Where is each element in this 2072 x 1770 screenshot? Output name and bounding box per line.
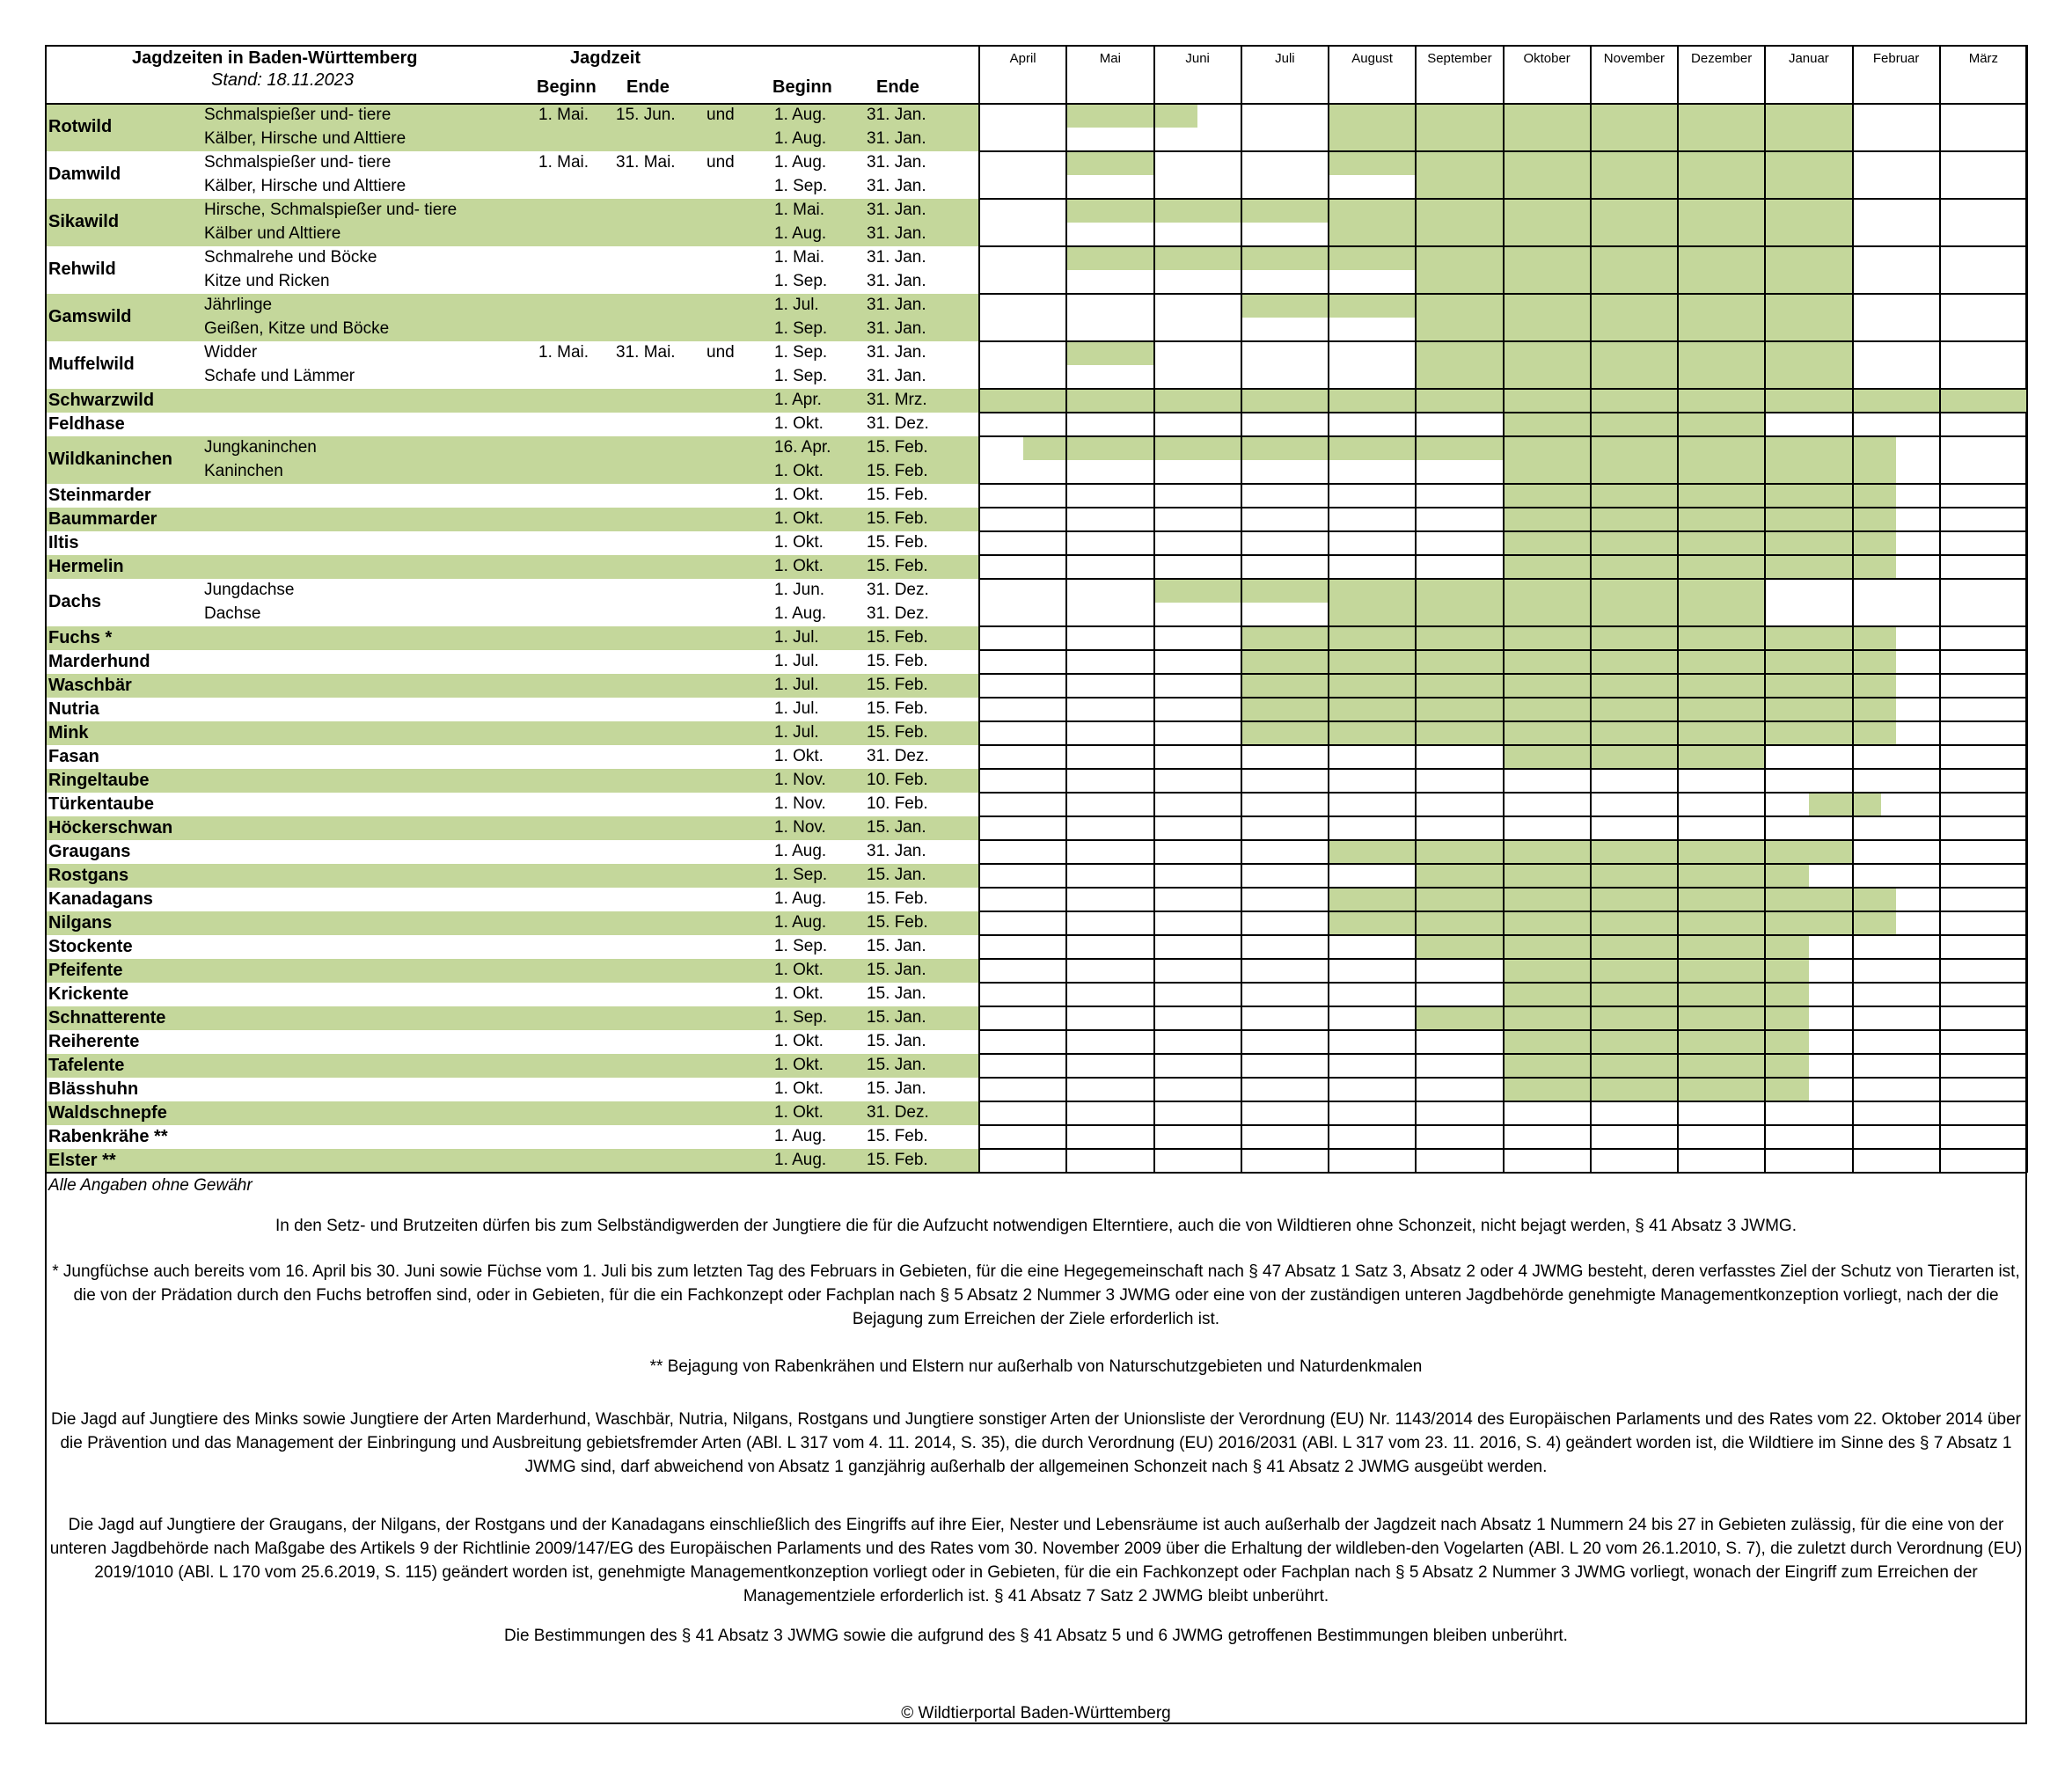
- month-divider: [1328, 45, 1329, 1173]
- ende2-date: 10. Feb.: [867, 771, 928, 789]
- species-name: Rostgans: [48, 865, 129, 885]
- month-divider: [2026, 45, 2028, 1173]
- beginn2-date: 1. Sep.: [774, 866, 828, 884]
- beginn2-date: 1. Aug.: [774, 604, 827, 623]
- species-name: Graugans: [48, 841, 131, 861]
- beginn2-date: 1. Aug.: [774, 842, 827, 860]
- beginn2-date: 1. Aug.: [774, 129, 827, 148]
- beginn1-date: 1. Mai.: [538, 153, 589, 172]
- beginn2-date: 1. Jun.: [774, 581, 825, 599]
- beginn2-date: 1. Aug.: [774, 106, 827, 124]
- note-bestimmungen: Die Bestimmungen des § 41 Absatz 3 JWMG sowie die aufgrund des § 41 Absatz 5 und 6 JWMG getroffenen Bestimmungen bleiben unberührt.: [504, 1627, 1568, 1645]
- species-name: Nutria: [48, 698, 99, 719]
- subgroup-label: Jungdachse: [204, 581, 295, 599]
- hunting-period-bar: [1416, 318, 1852, 341]
- month-label: November: [1603, 51, 1665, 66]
- ende2-date: 15. Feb.: [867, 509, 928, 528]
- subgroup-label: Schmalspießer und- tiere: [204, 106, 392, 124]
- row-highlight: [47, 626, 979, 650]
- row-highlight: [47, 769, 979, 793]
- subgroup-label: Schmalspießer und- tiere: [204, 153, 392, 172]
- beginn2-date: 1. Apr.: [774, 391, 822, 409]
- species-name: Schwarzwild: [48, 390, 155, 410]
- row-highlight: [47, 864, 979, 888]
- row-highlight: [47, 721, 979, 745]
- hunting-period-bar: [1066, 341, 1153, 365]
- species-name: Muffelwild: [48, 355, 135, 374]
- subgroup-label: Kaninchen: [204, 462, 283, 480]
- row-highlight: [47, 294, 979, 341]
- species-name: Rabenkrähe **: [48, 1126, 168, 1146]
- page-title: Jagdzeiten in Baden-Württemberg: [132, 48, 418, 68]
- ende2-date: 15. Jan.: [867, 961, 926, 979]
- hunting-period-bar: [1504, 1030, 1809, 1054]
- ende2-date: 31. Jan.: [867, 296, 926, 314]
- hunting-period-bar: [1416, 341, 1852, 365]
- und-connector: und: [707, 153, 735, 172]
- month-divider: [1677, 45, 1679, 1173]
- ende2-date: 31. Dez.: [867, 747, 929, 765]
- ende2-date: 31. Jan.: [867, 106, 926, 124]
- ende2-date: 31. Dez.: [867, 414, 929, 433]
- beginn2-date: 1. Okt.: [774, 1079, 824, 1098]
- hunting-period-bar: [1416, 270, 1852, 294]
- month-divider: [1503, 45, 1505, 1173]
- subgroup-label: Schafe und Lämmer: [204, 367, 355, 385]
- month-label: März: [1968, 51, 1999, 66]
- header-divider: [45, 103, 2027, 105]
- month-label: September: [1427, 51, 1492, 66]
- ende2-date: 15. Feb.: [867, 723, 928, 742]
- und-connector: und: [707, 106, 735, 124]
- hunting-period-bar: [1809, 793, 1881, 816]
- ende2-date: 15. Feb.: [867, 462, 928, 480]
- hunting-period-bar: [1504, 460, 1897, 484]
- row-highlight: [47, 199, 979, 246]
- beginn2-header: Beginn: [772, 77, 832, 97]
- hunting-period-bar: [1329, 911, 1896, 935]
- ende2-date: 15. Feb.: [867, 557, 928, 575]
- beginn2-date: 1. Nov.: [774, 771, 826, 789]
- species-name: Höckerschwan: [48, 817, 173, 837]
- species-name: Dachs: [48, 592, 102, 611]
- hunting-period-bar: [1329, 603, 1765, 626]
- hunting-period-bar: [1416, 365, 1852, 389]
- note-brutzeiten: In den Setz- und Brutzeiten dürfen bis zum Selbständigwerden der Jungtiere die für die Aufzucht notwendigen Elterntiere, auch die von Wildtieren ohne Schonzeit, nicht bejagt werden, § 41 Absatz 3 JWMG.: [275, 1217, 1797, 1235]
- hunting-period-bar: [1241, 721, 1896, 745]
- beginn2-date: 1. Mai.: [774, 248, 825, 267]
- ende2-date: 15. Feb.: [867, 533, 928, 552]
- species-name: Türkentaube: [48, 794, 155, 814]
- beginn2-date: 1. Okt.: [774, 747, 824, 765]
- hunting-period-bar: [1504, 555, 1897, 579]
- month-label: Juni: [1185, 51, 1210, 66]
- row-highlight: [47, 436, 979, 484]
- ende2-date: 31. Jan.: [867, 129, 926, 148]
- ende2-date: 15. Jan.: [867, 818, 926, 837]
- row-highlight: [47, 1054, 979, 1078]
- species-name: Gamswild: [48, 307, 132, 326]
- und-connector: und: [707, 343, 735, 362]
- beginn2-date: 1. Aug.: [774, 1127, 827, 1145]
- hunting-period-bar: [1066, 246, 1852, 270]
- species-name: Rehwild: [48, 260, 116, 279]
- beginn1-date: 1. Mai.: [538, 106, 589, 124]
- ende2-date: 31. Jan.: [867, 343, 926, 362]
- beginn2-date: 1. Okt.: [774, 1056, 824, 1074]
- ende2-date: 15. Feb.: [867, 889, 928, 908]
- ende2-date: 31. Jan.: [867, 319, 926, 338]
- ende1-date: 31. Mai.: [616, 343, 676, 362]
- species-name: Feldhase: [48, 413, 125, 434]
- beginn1-date: 1. Mai.: [538, 343, 589, 362]
- ende2-date: 31. Jan.: [867, 177, 926, 195]
- beginn2-date: 1. Okt.: [774, 1103, 824, 1122]
- month-divider: [1241, 45, 1242, 1173]
- month-label: April: [1009, 51, 1036, 66]
- species-name: Steinmarder: [48, 485, 151, 505]
- month-divider: [1852, 45, 1854, 1173]
- note-fuchs: * Jungfüchse auch bereits vom 16. April bis 30. Juni sowie Füchse vom 1. Juli bis zum letzten Tag des Februars in Gebieten, für die eine Hegegemeinschaft nach § 47 Absatz 1 Satz 3, Absatz 2 oder 4 JWMG besteht, deren verfasstes Ziel der Schutz von Tierarten ist, die von der Prädation durch den Fuchs betroffen sind, oder in Gebieten, für die ein Fachkonzept oder Fachplan nach § 5 Absatz 2 Nummer 3 JWMG oder eine von der zuständigen unteren Jagdbehörde genehmigte Managementkonzeption vorliegt, nach der die Bejagung zum Erreichen der Ziele erforderlich ist.: [52, 1262, 2020, 1328]
- ende2-date: 15. Feb.: [867, 699, 928, 718]
- hunting-period-bar: [1504, 745, 1766, 769]
- species-name: Waschbär: [48, 675, 132, 695]
- ende2-date: 15. Jan.: [867, 937, 926, 955]
- row-highlight: [47, 1006, 979, 1030]
- ende2-date: 15. Feb.: [867, 486, 928, 504]
- hunting-period-bar: [1241, 674, 1896, 698]
- hunting-period-bar: [1066, 104, 1197, 128]
- beginn2-date: 1. Sep.: [774, 177, 828, 195]
- subgroup-label: Dachse: [204, 604, 261, 623]
- ende1-header: Ende: [626, 77, 670, 97]
- species-name: Baummarder: [48, 508, 157, 529]
- row-highlight: [47, 674, 979, 698]
- hunting-period-bar: [1504, 531, 1897, 555]
- ende2-date: 15. Jan.: [867, 1056, 926, 1074]
- beginn1-header: Beginn: [537, 77, 597, 97]
- hunting-period-bar: [1504, 413, 1766, 436]
- species-name: Mink: [48, 722, 89, 742]
- beginn2-date: 1. Okt.: [774, 462, 824, 480]
- ende2-date: 31. Dez.: [867, 581, 929, 599]
- species-name: Damwild: [48, 165, 121, 184]
- ende2-header: Ende: [876, 77, 919, 97]
- row-highlight: [47, 1149, 979, 1173]
- month-divider: [1590, 45, 1592, 1173]
- beginn2-date: 1. Okt.: [774, 961, 824, 979]
- beginn2-date: 1. Okt.: [774, 557, 824, 575]
- ende2-date: 15. Feb.: [867, 652, 928, 670]
- hunting-period-bar: [1416, 935, 1809, 959]
- ende2-date: 15. Jan.: [867, 866, 926, 884]
- species-name: Elster **: [48, 1150, 116, 1170]
- hunting-period-bar: [1241, 698, 1896, 721]
- ende2-date: 31. Jan.: [867, 367, 926, 385]
- hunting-period-bar: [1504, 1054, 1809, 1078]
- hunting-period-bar: [1504, 983, 1809, 1006]
- beginn2-date: 1. Nov.: [774, 794, 826, 813]
- beginn2-date: 1. Nov.: [774, 818, 826, 837]
- note-rabenkraehe: ** Bejagung von Rabenkrähen und Elstern nur außerhalb von Naturschutzgebieten und Naturdenkmalen: [649, 1357, 1423, 1376]
- species-name: Fasan: [48, 746, 99, 766]
- jagdzeit-header: Jagdzeit: [570, 48, 641, 68]
- beginn2-date: 1. Aug.: [774, 1151, 827, 1169]
- stand-date: Stand: 18.11.2023: [211, 70, 354, 90]
- species-name: Ringeltaube: [48, 770, 150, 790]
- beginn2-date: 1. Jul.: [774, 652, 819, 670]
- month-label: Februar: [1872, 51, 1920, 66]
- month-divider: [1939, 45, 1941, 1173]
- species-name: Pfeifente: [48, 960, 123, 980]
- note-invasive-arten: Die Jagd auf Jungtiere des Minks sowie Jungtiere der Arten Marderhund, Waschbär, Nutria, Nilgans, Rostgans und Jungtiere sonstiger Arten der Unionsliste der Verordnung (EU) Nr. 1143/2014 des Europäischen Parlaments und des Rates vom 22. Oktober 2014 über die Prävention und das Management der Einbringung und Ausbreitung gebietsfremder Arten (ABl. L 317 vom 4. 11. 2014, S. 35), die durch Verordnung (EU) 2016/2031 (ABl. L 317 vom 23. 11. 2016, S. 4) geändert worden ist, die Wildtiere im Sinne des § 7 Absatz 1 JWMG sind, darf abweichend von Absatz 1 ganzjährig außerhalb der allgemeinen Schonzeit nach § 41 Absatz 2 JWMG ausgeübt werden.: [50, 1410, 2021, 1476]
- hunting-period-bar: [1241, 626, 1896, 650]
- species-name: Wildkaninchen: [48, 450, 172, 469]
- beginn2-date: 1. Okt.: [774, 414, 824, 433]
- table-bottom-line: [45, 1172, 2027, 1174]
- ende2-date: 10. Feb.: [867, 794, 928, 813]
- subgroup-label: Kälber, Hirsche und Alttiere: [204, 129, 406, 148]
- species-name: Hermelin: [48, 556, 124, 576]
- subgroup-label: Kälber, Hirsche und Alttiere: [204, 177, 406, 195]
- row-highlight: [47, 389, 979, 413]
- hunting-period-bar: [1066, 151, 1153, 175]
- subgroup-label: Widder: [204, 343, 258, 362]
- note-gaense: Die Jagd auf Jungtiere der Graugans, der Nilgans, der Rostgans und der Kanadagans einschließlich des Eingriffs auf ihre Eier, Nester und Lebensräume ist auch außerhalb der Jagdzeit nach Absatz 1 Nummern 24 bis 27 in Gebieten zulässig, für die eine von der unteren Jagdbehörde nach Maßgabe des Artikels 9 der Richtlinie 2009/147/EG des Europäischen Parlaments und des Rates vom 30. November 2009 über die Erhaltung der wildleben-den Vogelarten (ABl. L 20 vom 26.1.2010, S. 7), die zuletzt durch Verordnung (EU) 2019/1010 (ABl. L 170 vom 25.6.2019, S. 115) geändert worden ist, genehmigte Managementkonzeption vorliegt oder in Gebieten, für die ein Fachkonzept oder Fachplan nach § 5 Absatz 2 Nummer 3 JWMG vorliegt, wonach der Eingriff zum Erreichen der Managementziele erforderlich ist. § 41 Absatz 7 Satz 2 JWMG bleibt unberührt.: [49, 1516, 2023, 1605]
- ende2-date: 31. Jan.: [867, 153, 926, 172]
- hunting-period-bar: [1504, 959, 1809, 983]
- beginn2-date: 1. Jul.: [774, 676, 819, 694]
- species-name: Schnatterente: [48, 1007, 166, 1028]
- ende2-date: 15. Feb.: [867, 628, 928, 647]
- beginn2-date: 1. Sep.: [774, 367, 828, 385]
- subgroup-label: Kitze und Ricken: [204, 272, 330, 290]
- species-name: Kanadagans: [48, 889, 153, 909]
- row-highlight: [47, 555, 979, 579]
- month-divider: [1065, 45, 1067, 1173]
- species-name: Iltis: [48, 532, 79, 552]
- beginn2-date: 1. Jul.: [774, 723, 819, 742]
- subgroup-label: Geißen, Kitze und Böcke: [204, 319, 390, 338]
- beginn2-date: 1. Sep.: [774, 319, 828, 338]
- month-label: Oktober: [1523, 51, 1570, 66]
- beginn2-date: 16. Apr.: [774, 438, 831, 457]
- beginn2-date: 1. Okt.: [774, 486, 824, 504]
- ende2-date: 15. Feb.: [867, 1151, 928, 1169]
- subgroup-label: Kälber und Alttiere: [204, 224, 341, 243]
- beginn2-date: 1. Okt.: [774, 509, 824, 528]
- disclaimer: Alle Angaben ohne Gewähr: [48, 1176, 253, 1195]
- row-highlight: [47, 508, 979, 531]
- beginn2-date: 1. Jul.: [774, 699, 819, 718]
- beginn2-date: 1. Okt.: [774, 984, 824, 1003]
- row-highlight: [47, 959, 979, 983]
- hunting-period-bar: [1504, 508, 1897, 531]
- ende2-date: 31. Jan.: [867, 248, 926, 267]
- month-divider: [1153, 45, 1155, 1173]
- ende2-date: 15. Jan.: [867, 1008, 926, 1027]
- subgroup-label: Jährlinge: [204, 296, 273, 314]
- species-name: Waldschnepfe: [48, 1102, 167, 1123]
- beginn2-date: 1. Aug.: [774, 889, 827, 908]
- beginn2-date: 1. Aug.: [774, 913, 827, 932]
- beginn2-date: 1. Sep.: [774, 1008, 828, 1027]
- beginn2-date: 1. Sep.: [774, 343, 828, 362]
- species-name: Nilgans: [48, 912, 113, 933]
- species-name: Sikawild: [48, 212, 120, 231]
- hunting-period-bar: [1504, 484, 1897, 508]
- month-label: Januar: [1788, 51, 1829, 66]
- species-name: Rotwild: [48, 117, 113, 136]
- subgroup-label: Schmalrehe und Böcke: [204, 248, 377, 267]
- hunting-period-bar: [1504, 1078, 1809, 1101]
- subgroup-label: Jungkaninchen: [204, 438, 317, 457]
- hunting-period-bar: [1241, 650, 1896, 674]
- hunting-period-bar: [1416, 175, 1852, 199]
- ende2-date: 31. Jan.: [867, 224, 926, 243]
- hunting-period-bar: [1329, 888, 1896, 911]
- ende2-date: 15. Jan.: [867, 984, 926, 1003]
- species-name: Stockente: [48, 936, 133, 956]
- beginn2-date: 1. Aug.: [774, 153, 827, 172]
- beginn2-date: 1. Mai.: [774, 201, 825, 219]
- month-divider: [1764, 45, 1766, 1173]
- ende1-date: 15. Jun.: [616, 106, 676, 124]
- beginn2-date: 1. Okt.: [774, 1032, 824, 1050]
- hunting-period-bar: [1241, 294, 1853, 318]
- ende2-date: 15. Feb.: [867, 676, 928, 694]
- row-highlight: [47, 104, 979, 151]
- ende1-date: 31. Mai.: [616, 153, 676, 172]
- month-label: Dezember: [1691, 51, 1753, 66]
- beginn2-date: 1. Aug.: [774, 224, 827, 243]
- hunting-period-bar: [1066, 199, 1852, 223]
- species-name: Fuchs *: [48, 627, 113, 647]
- ende2-date: 31. Dez.: [867, 604, 929, 623]
- species-name: Reiherente: [48, 1031, 140, 1051]
- month-label: Mai: [1099, 51, 1121, 66]
- month-label: August: [1351, 51, 1393, 66]
- ende2-date: 15. Jan.: [867, 1079, 926, 1098]
- ende2-date: 31. Jan.: [867, 842, 926, 860]
- species-name: Tafelente: [48, 1055, 125, 1075]
- hunting-period-bar: [1416, 864, 1809, 888]
- ende2-date: 31. Jan.: [867, 272, 926, 290]
- species-name: Krickente: [48, 984, 129, 1004]
- beginn2-date: 1. Okt.: [774, 533, 824, 552]
- beginn2-date: 1. Jul.: [774, 296, 819, 314]
- row-highlight: [47, 911, 979, 935]
- hunting-period-bar: [1416, 1006, 1809, 1030]
- ende2-date: 15. Feb.: [867, 438, 928, 457]
- ende2-date: 31. Dez.: [867, 1103, 929, 1122]
- month-divider: [1415, 45, 1417, 1173]
- ende2-date: 15. Jan.: [867, 1032, 926, 1050]
- beginn2-date: 1. Sep.: [774, 272, 828, 290]
- species-name: Marderhund: [48, 651, 150, 671]
- beginn2-date: 1. Sep.: [774, 937, 828, 955]
- ende2-date: 15. Feb.: [867, 913, 928, 932]
- ende2-date: 15. Feb.: [867, 1127, 928, 1145]
- subgroup-label: Hirsche, Schmalspießer und- tiere: [204, 201, 458, 219]
- species-name: Blässhuhn: [48, 1079, 139, 1099]
- row-highlight: [47, 816, 979, 840]
- month-label: Juli: [1275, 51, 1295, 66]
- beginn2-date: 1. Jul.: [774, 628, 819, 647]
- ende2-date: 31. Mrz.: [867, 391, 927, 409]
- ende2-date: 31. Jan.: [867, 201, 926, 219]
- row-highlight: [47, 1101, 979, 1125]
- month-divider: [978, 45, 980, 1173]
- copyright: © Wildtierportal Baden-Württemberg: [901, 1704, 1171, 1722]
- hunting-period-bar: [1154, 579, 1766, 603]
